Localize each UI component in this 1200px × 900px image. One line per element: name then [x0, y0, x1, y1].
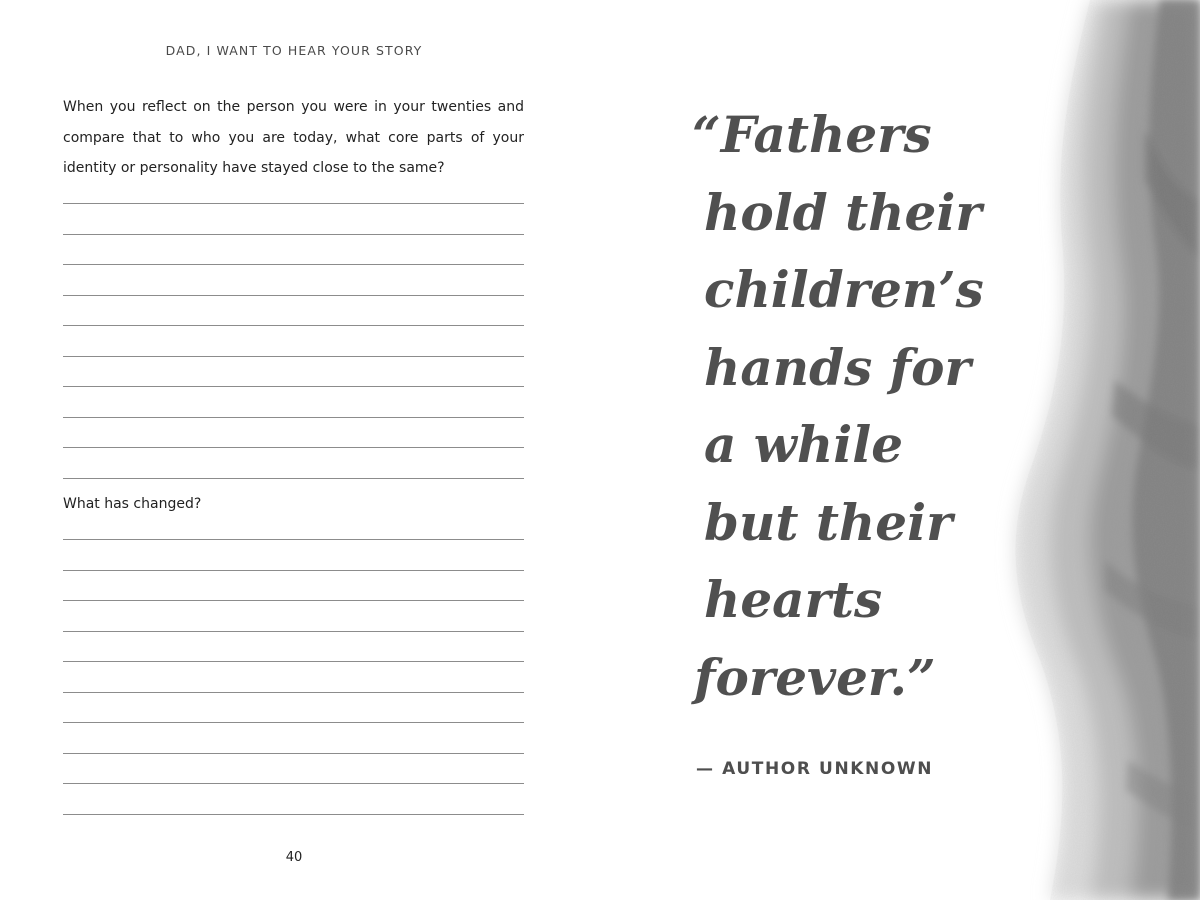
- answer-line[interactable]: [63, 325, 524, 326]
- quote-line: hold their: [704, 182, 982, 242]
- answer-line[interactable]: [63, 722, 524, 723]
- answer-line[interactable]: [63, 386, 524, 387]
- right-page: [600, 0, 1200, 900]
- answer-line[interactable]: [63, 692, 524, 693]
- answer-line[interactable]: [63, 814, 524, 815]
- answer-line[interactable]: [63, 783, 524, 784]
- answer-line[interactable]: [63, 661, 524, 662]
- answer-line[interactable]: [63, 295, 524, 296]
- quote-attribution: — AUTHOR UNKNOWN: [696, 759, 934, 779]
- quote-line: forever.”: [694, 647, 936, 707]
- answer-line[interactable]: [63, 417, 524, 418]
- answer-line[interactable]: [63, 203, 524, 204]
- answer-line[interactable]: [63, 356, 524, 357]
- running-header: DAD, I WANT TO HEAR YOUR STORY: [165, 43, 423, 58]
- quote-line: “Fathers: [692, 105, 932, 164]
- question-reflection: When you reflect on the person you were in your twenties and compare that to who you are today, what core parts of your identity or personality have stayed close to the same?: [63, 99, 524, 176]
- quote-line: but their: [704, 492, 953, 552]
- quote-line: a while: [704, 415, 903, 474]
- quote-line: hands for: [704, 337, 971, 397]
- answer-line[interactable]: [63, 539, 524, 540]
- answer-line[interactable]: [63, 570, 524, 571]
- quote-line: children’s: [704, 260, 984, 319]
- answer-line[interactable]: [63, 478, 524, 479]
- question-changed: What has changed?: [63, 496, 202, 512]
- answer-line[interactable]: [63, 264, 524, 265]
- page-number: 40: [285, 850, 303, 865]
- pull-quote: [692, 96, 1104, 716]
- answer-line[interactable]: [63, 447, 524, 448]
- answer-line[interactable]: [63, 753, 524, 754]
- answer-line[interactable]: [63, 631, 524, 632]
- quote-line: hearts: [704, 570, 883, 629]
- answer-line[interactable]: [63, 600, 524, 601]
- answer-line[interactable]: [63, 234, 524, 235]
